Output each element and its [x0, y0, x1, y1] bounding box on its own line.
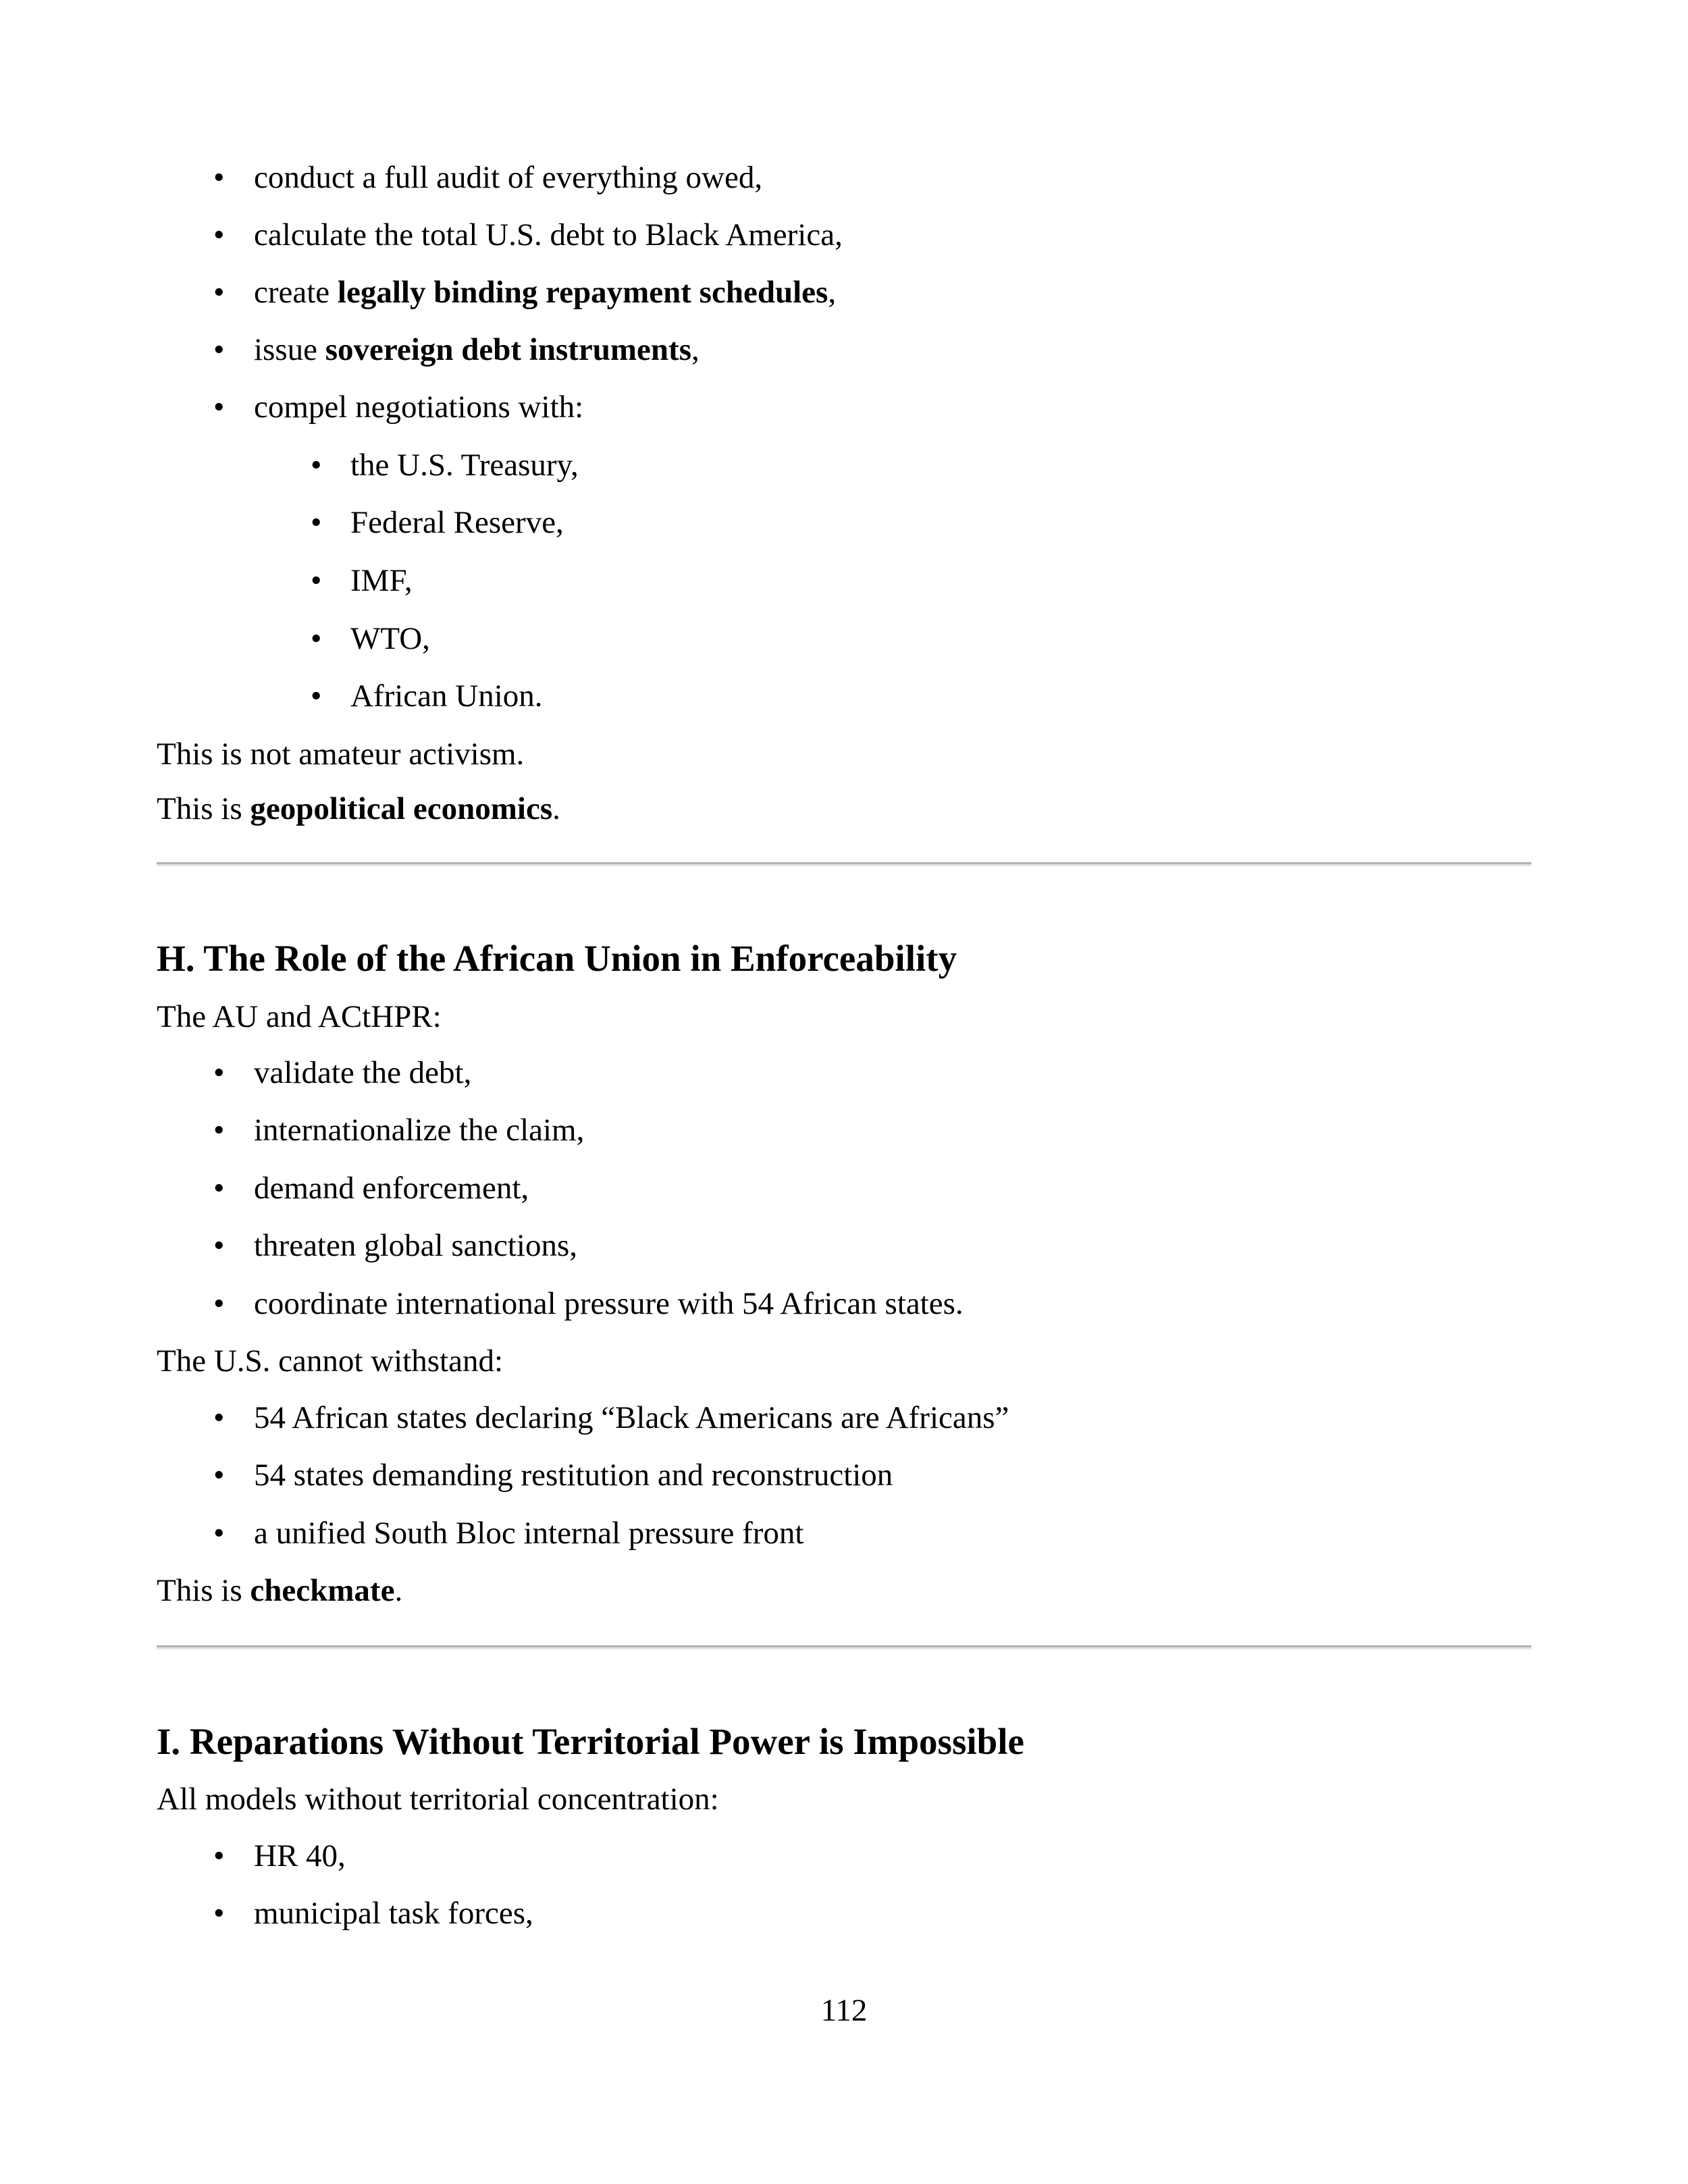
list-item: a unified South Bloc internal pressure front: [254, 1516, 804, 1551]
horizontal-divider: [157, 862, 1531, 866]
list-item: issue sovereign debt instruments,: [254, 332, 700, 367]
paragraph: The U.S. cannot withstand:: [157, 1343, 504, 1379]
list-item: demand enforcement,: [254, 1171, 529, 1206]
horizontal-divider: [157, 1645, 1531, 1649]
sub-list-item: WTO,: [350, 621, 430, 656]
bold-text: sovereign debt instruments: [325, 332, 691, 367]
bullet: •: [213, 1458, 225, 1493]
bullet: •: [213, 1400, 225, 1435]
sub-list-item: IMF,: [350, 563, 413, 598]
sub-list-item: the U.S. Treasury,: [350, 448, 579, 483]
list-item: threaten global sanctions,: [254, 1228, 577, 1263]
list-item: internationalize the claim,: [254, 1113, 585, 1148]
bullet: •: [311, 505, 322, 540]
section-heading: H. The Role of the African Union in Enforceability: [157, 938, 957, 979]
bullet: •: [213, 275, 225, 310]
list-item: create legally binding repayment schedules,: [254, 275, 837, 310]
list-item: conduct a full audit of everything owed,: [254, 160, 763, 195]
bold-text: checkmate: [250, 1573, 395, 1608]
list-item: compel negotiations with:: [254, 390, 584, 425]
bullet: •: [213, 217, 225, 252]
bullet: •: [213, 1228, 225, 1263]
bullet: •: [213, 1516, 225, 1551]
bullet: •: [213, 332, 225, 367]
sub-list-item: Federal Reserve,: [350, 505, 564, 540]
bullet: •: [213, 160, 225, 195]
bullet: •: [213, 1171, 225, 1206]
bold-text: geopolitical economics: [250, 791, 553, 826]
list-item: municipal task forces,: [254, 1896, 533, 1931]
bullet: •: [213, 390, 225, 425]
bullet: •: [213, 1286, 225, 1321]
paragraph: The AU and ACtHPR:: [157, 999, 442, 1034]
list-item: 54 states demanding restitution and reconstruction: [254, 1458, 893, 1493]
sub-list-item: African Union.: [350, 678, 543, 714]
list-item: coordinate international pressure with 54 African states.: [254, 1286, 964, 1321]
bullet: •: [311, 678, 322, 714]
list-item: HR 40,: [254, 1838, 346, 1873]
bullet: •: [213, 1113, 225, 1148]
bullet: •: [213, 1896, 225, 1931]
bullet: •: [213, 1838, 225, 1873]
list-item: validate the debt,: [254, 1055, 472, 1090]
bullet: •: [311, 563, 322, 598]
paragraph: This is not amateur activism.: [157, 737, 525, 772]
bullet: •: [311, 621, 322, 656]
bullet: •: [311, 448, 322, 483]
bold-text: legally binding repayment schedules: [337, 275, 828, 310]
paragraph: All models without territorial concentration:: [157, 1782, 719, 1817]
page-number: 112: [820, 1993, 868, 2028]
bullet: •: [213, 1055, 225, 1090]
list-item: 54 African states declaring “Black Americans are Africans”: [254, 1400, 1009, 1435]
paragraph: This is geopolitical economics.: [157, 791, 560, 826]
section-heading: I. Reparations Without Territorial Power is Impossible: [157, 1721, 1024, 1762]
paragraph: This is checkmate.: [157, 1573, 403, 1608]
list-item: calculate the total U.S. debt to Black America,: [254, 217, 843, 252]
